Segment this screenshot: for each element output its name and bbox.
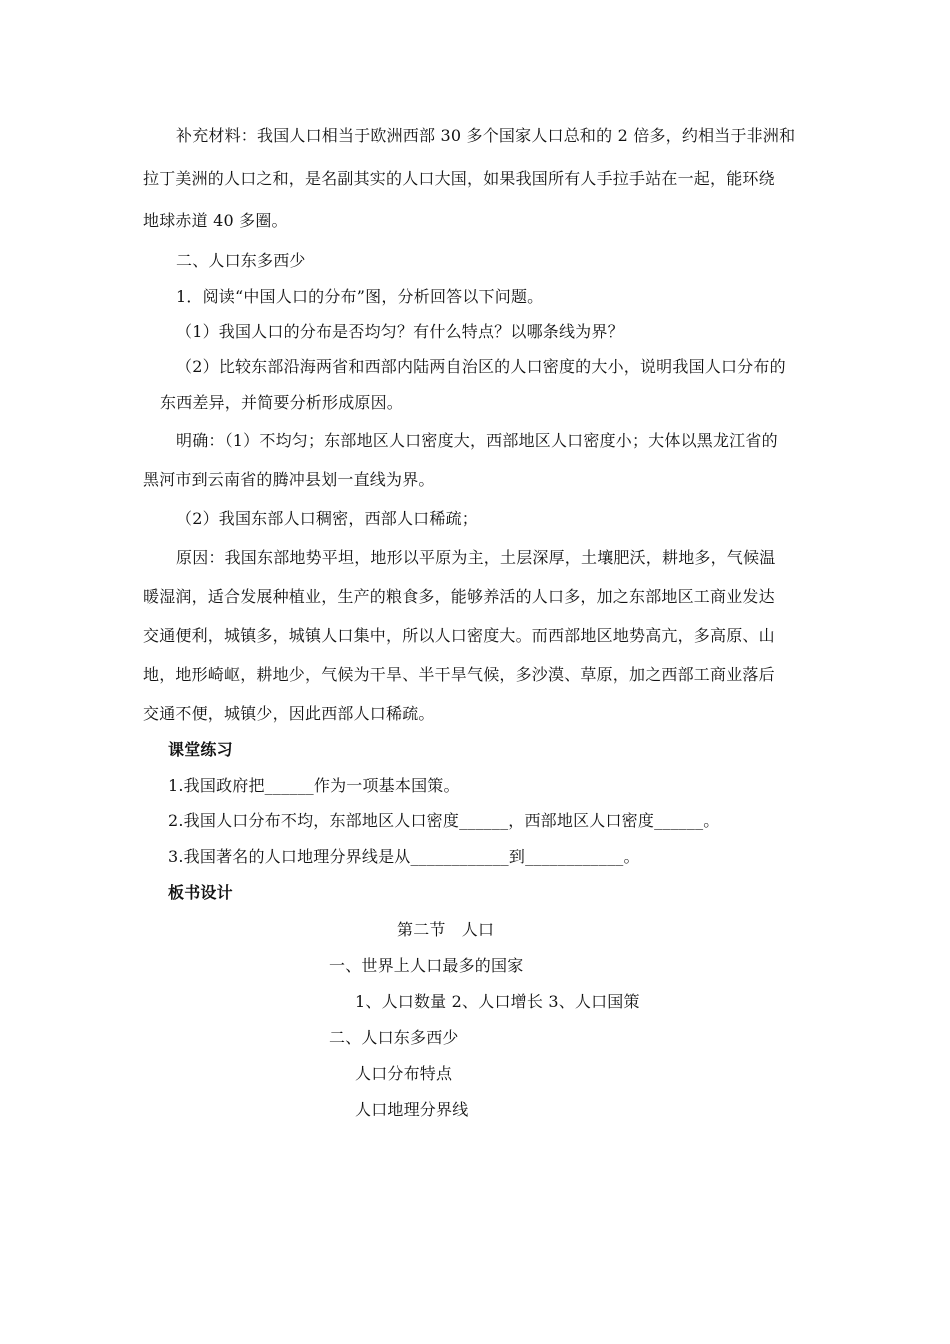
exercise-title: 课堂练习 <box>168 740 233 759</box>
board-part-1: 一、世界上人口最多的国家 <box>329 956 524 975</box>
reason-line-4: 地，地形崎岖，耕地少，气候为干旱、半干旱气候，多沙漠、草原，加之西部工商业落后 <box>143 665 775 684</box>
answer-2: （2）我国东部人口稠密，西部人口稀疏； <box>176 509 478 528</box>
reason-line-3: 交通便利，城镇多，城镇人口集中，所以人口密度大。而西部地区地势高亢，多高原、山 <box>143 626 775 645</box>
section2-heading: 二、人口东多西少 <box>176 251 306 270</box>
supplement-line-3: 地球赤道 40 多圈。 <box>143 211 288 230</box>
reason-line-1: 原因：我国东部地势平坦，地形以平原为主，土层深厚，土壤肥沃，耕地多，气候温 <box>176 548 776 567</box>
exercise-item-1: 1.我国政府把______作为一项基本国策。 <box>168 776 460 795</box>
question-1-2-line-2: 东西差异，并简要分析形成原因。 <box>160 393 404 412</box>
exercise-item-3: 3.我国著名的人口地理分界线是从____________到____________。 <box>168 847 640 866</box>
answer-line-2: 黑河市到云南省的腾冲县划一直线为界。 <box>143 470 435 489</box>
board-section-title: 第二节 人口 <box>397 920 495 939</box>
reason-line-2: 暖湿润，适合发展种植业，生产的粮食多，能够养活的人口多，加之东部地区工商业发达 <box>143 587 775 606</box>
exercise-item-2: 2.我国人口分布不均，东部地区人口密度______，西部地区人口密度______。 <box>168 811 720 830</box>
reason-line-5: 交通不便，城镇少，因此西部人口稀疏。 <box>143 704 435 723</box>
question-1-1: （1）我国人口的分布是否均匀？有什么特点？以哪条线为界？ <box>176 322 624 341</box>
board-part-2-sub-2: 人口地理分界线 <box>355 1100 469 1119</box>
board-part-2-sub-1: 人口分布特点 <box>355 1064 453 1083</box>
question-1: 1．阅读“中国人口的分布”图，分析回答以下问题。 <box>176 287 544 306</box>
board-part-1-sub: 1、人口数量 2、人口增长 3、人口国策 <box>355 992 640 1011</box>
question-1-2-line-1: （2）比较东部沿海两省和西部内陆两自治区的人口密度的大小，说明我国人口分布的 <box>176 357 786 376</box>
supplement-line-2: 拉丁美洲的人口之和，是名副其实的人口大国，如果我国所有人手拉手站在一起，能环绕 <box>143 169 775 188</box>
board-part-2: 二、人口东多西少 <box>329 1028 459 1047</box>
answer-line-1: 明确：（1）不均匀；东部地区人口密度大，西部地区人口密度小；大体以黑龙江省的 <box>176 431 778 450</box>
supplement-line-1: 补充材料：我国人口相当于欧洲西部 30 多个国家人口总和的 2 倍多，约相当于非洲和 <box>176 126 796 145</box>
board-title: 板书设计 <box>168 883 233 902</box>
